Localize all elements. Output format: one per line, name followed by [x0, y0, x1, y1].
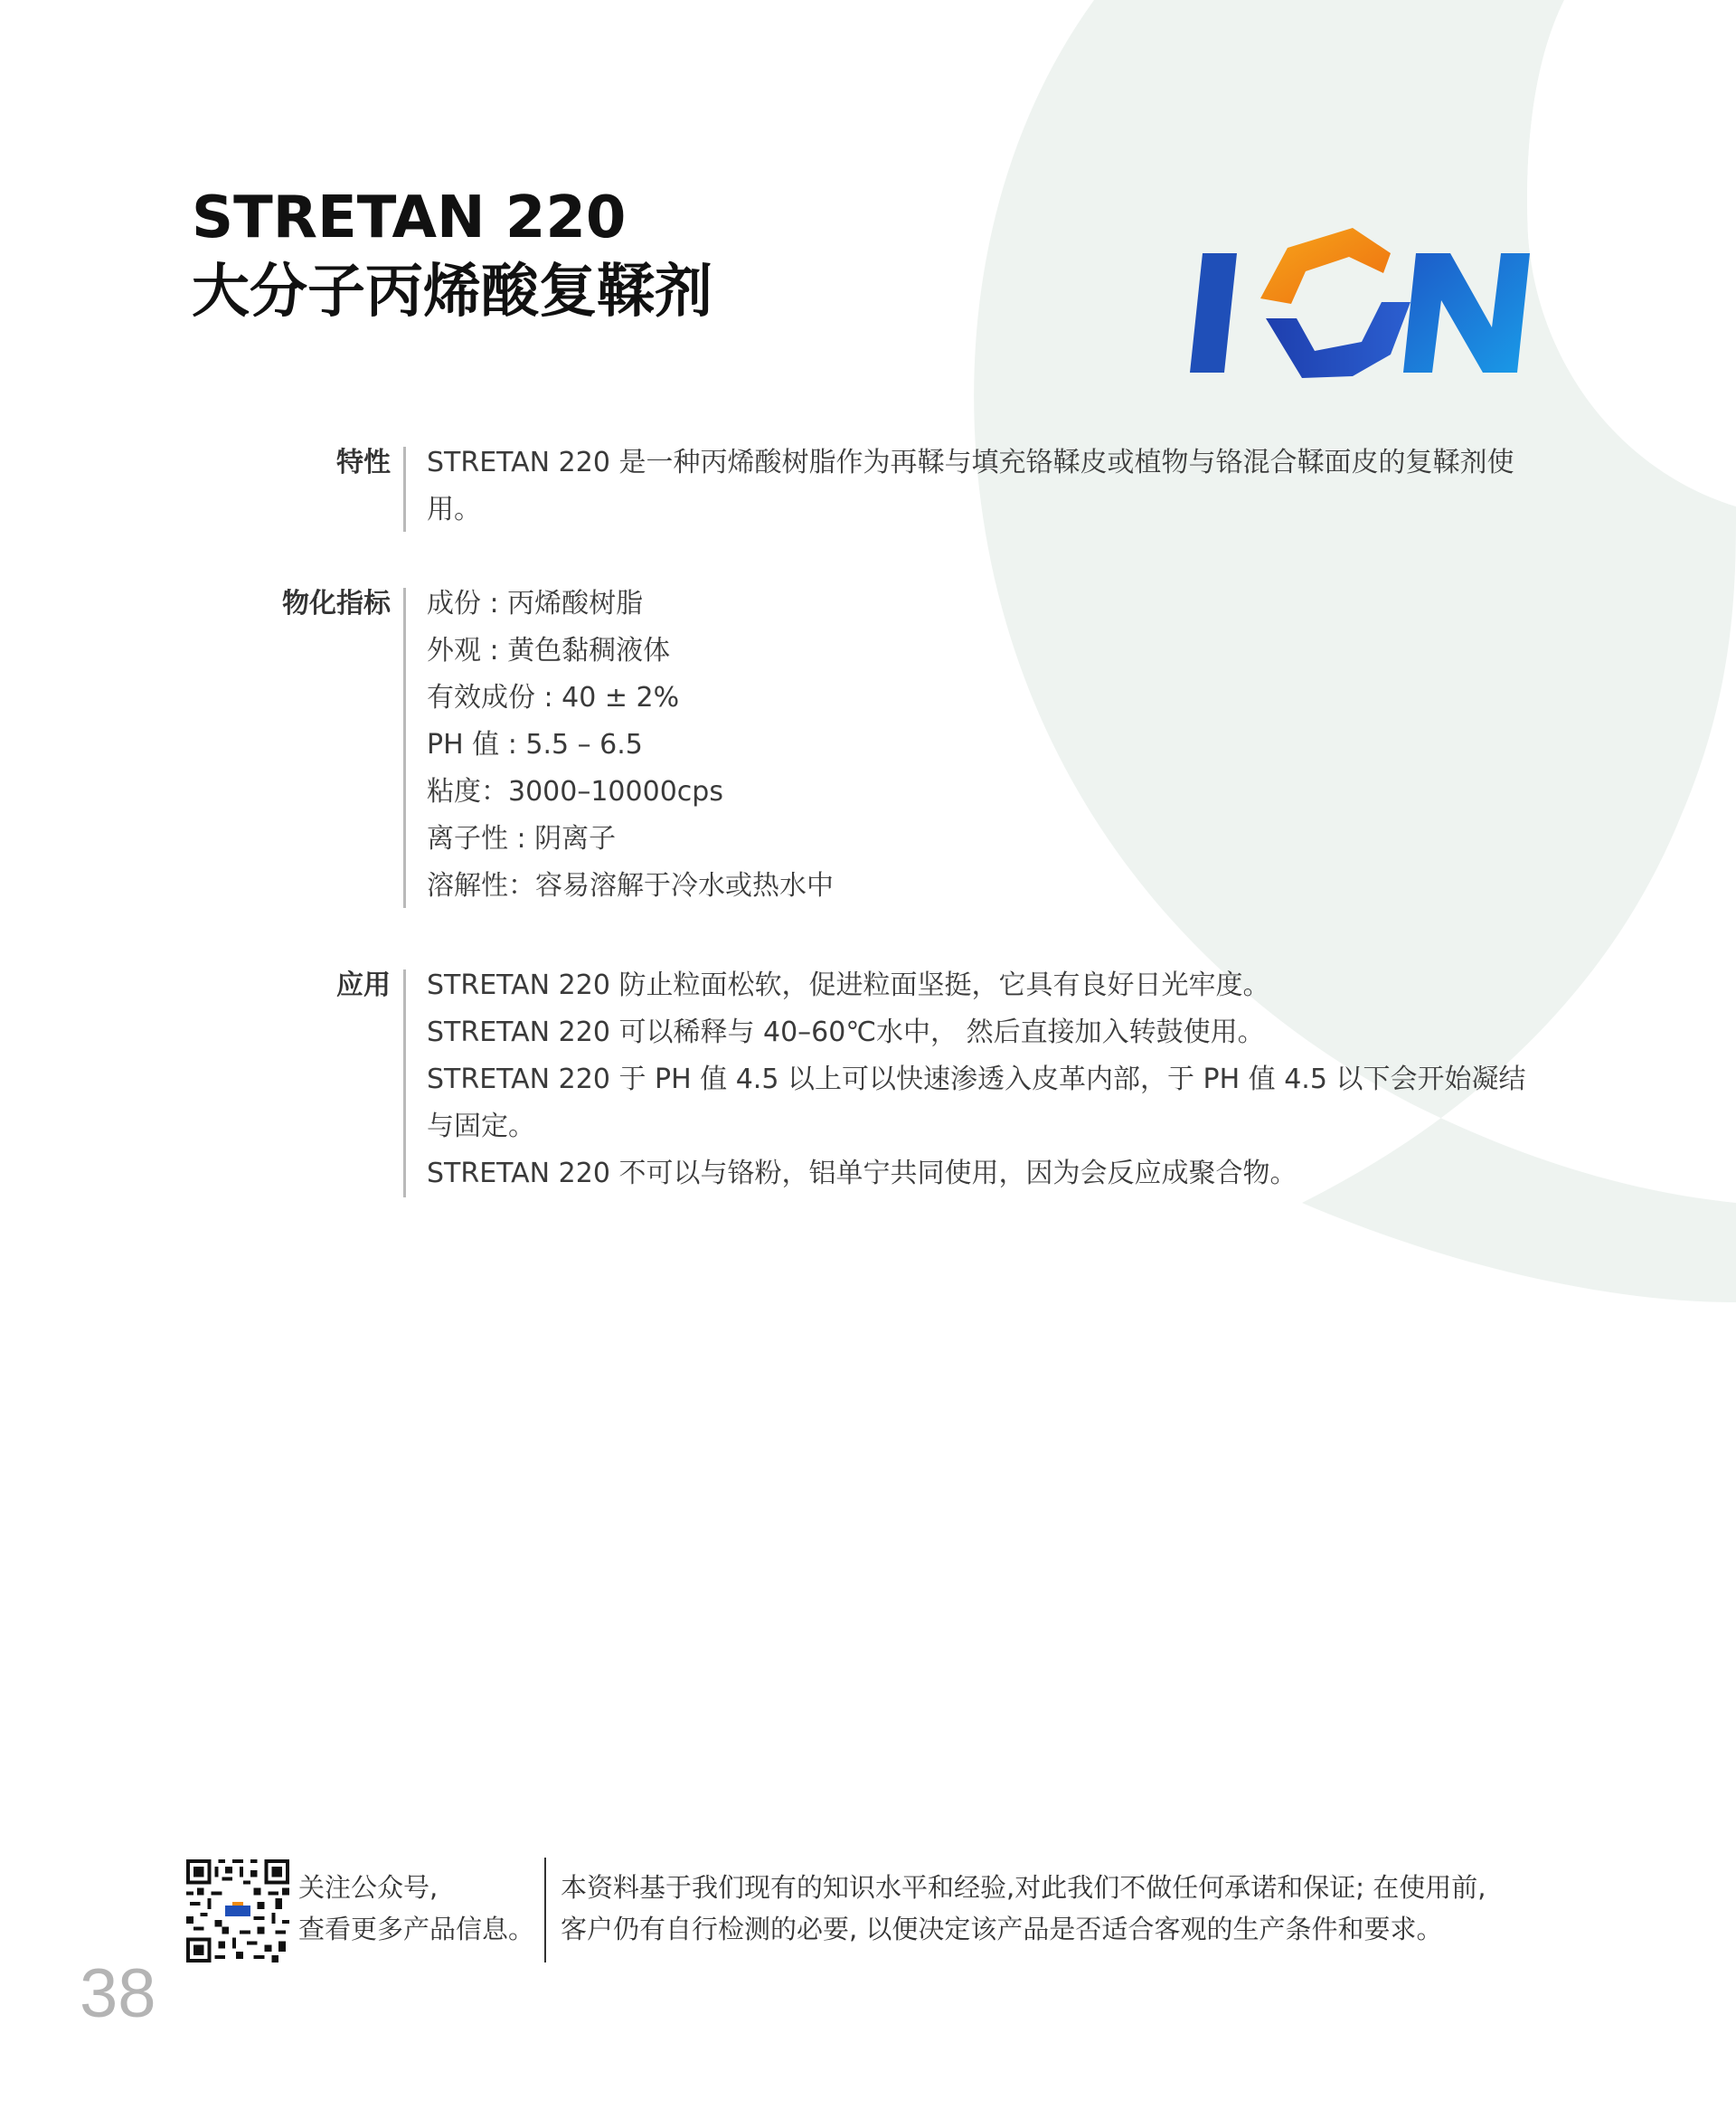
section-body-application — [427, 962, 1548, 1197]
disclaimer-line2: 客户仍有自行检测的必要, 以便决定该产品是否适合客观的生产条件和要求。 — [561, 1914, 1443, 1944]
section-properties — [0, 440, 1736, 539]
section-body-properties — [427, 440, 1548, 534]
section-body-specs — [427, 581, 1548, 910]
text-line: STRETAN 220 可以稀释与 40–60℃水中， 然后直接加入转鼓使用。 — [427, 1017, 1265, 1048]
footer-divider — [544, 1858, 546, 1962]
section-label-properties: 特性 — [336, 447, 391, 478]
text-line: STRETAN 220 是一种丙烯酸树脂作为再鞣与填充铬鞣皮或植物与铬混合鞣面皮的复鞣剂使 — [427, 447, 1514, 478]
text-line: 用。 — [427, 494, 481, 525]
page-number: 38 — [80, 1955, 156, 2032]
text-line: STRETAN 220 不可以与铬粉，铝单宁共同使用，因为会反应成聚合物。 — [427, 1158, 1297, 1189]
product-title — [192, 181, 712, 329]
disclaimer-line1: 本资料基于我们现有的知识水平和经验,对此我们不做任何承诺和保证; 在使用前, — [561, 1872, 1486, 1903]
section-divider-application — [403, 969, 406, 1197]
section-divider-properties — [403, 447, 406, 532]
qr-caption-line1: 关注公众号, — [298, 1872, 439, 1903]
qr-caption — [298, 1867, 534, 1950]
spec-line: 外观 : 黄色黏稠液体 — [427, 635, 671, 667]
footer — [0, 1854, 1736, 2071]
section-divider-specs — [403, 588, 406, 908]
spec-line: 溶解性：容易溶解于冷水或热水中 — [427, 870, 834, 902]
product-title-line1: STRETAN 220 — [192, 184, 627, 251]
spec-line: 离子性 : 阴离子 — [427, 823, 617, 855]
section-label-specs: 物化指标 — [282, 588, 391, 619]
qr-caption-line2: 查看更多产品信息。 — [298, 1914, 535, 1944]
section-label-application: 应用 — [336, 969, 391, 1001]
qr-code-icon[interactable] — [186, 1859, 289, 1962]
text-line: STRETAN 220 于 PH 值 4.5 以上可以快速渗透入皮革内部，于 PH 值 4.5 以下会开始凝结 — [427, 1064, 1526, 1095]
spec-line: 粘度：3000–10000cps — [427, 776, 723, 808]
section-specs — [0, 581, 1736, 915]
text-line: 与固定。 — [427, 1111, 535, 1142]
spec-line: 成份 : 丙烯酸树脂 — [427, 588, 644, 619]
spec-line: 有效成份 : 40 ± 2% — [427, 682, 680, 714]
product-title-line2: 大分子丙烯酸复鞣剂 — [192, 259, 712, 326]
spec-line: PH 值 : 5.5 – 6.5 — [427, 729, 643, 761]
section-application — [0, 962, 1736, 1206]
text-line: STRETAN 220 防止粒面松软，促进粒面坚挺，它具有良好日光牢度。 — [427, 969, 1270, 1001]
disclaimer — [561, 1867, 1486, 1950]
ion-logo — [1190, 228, 1530, 380]
